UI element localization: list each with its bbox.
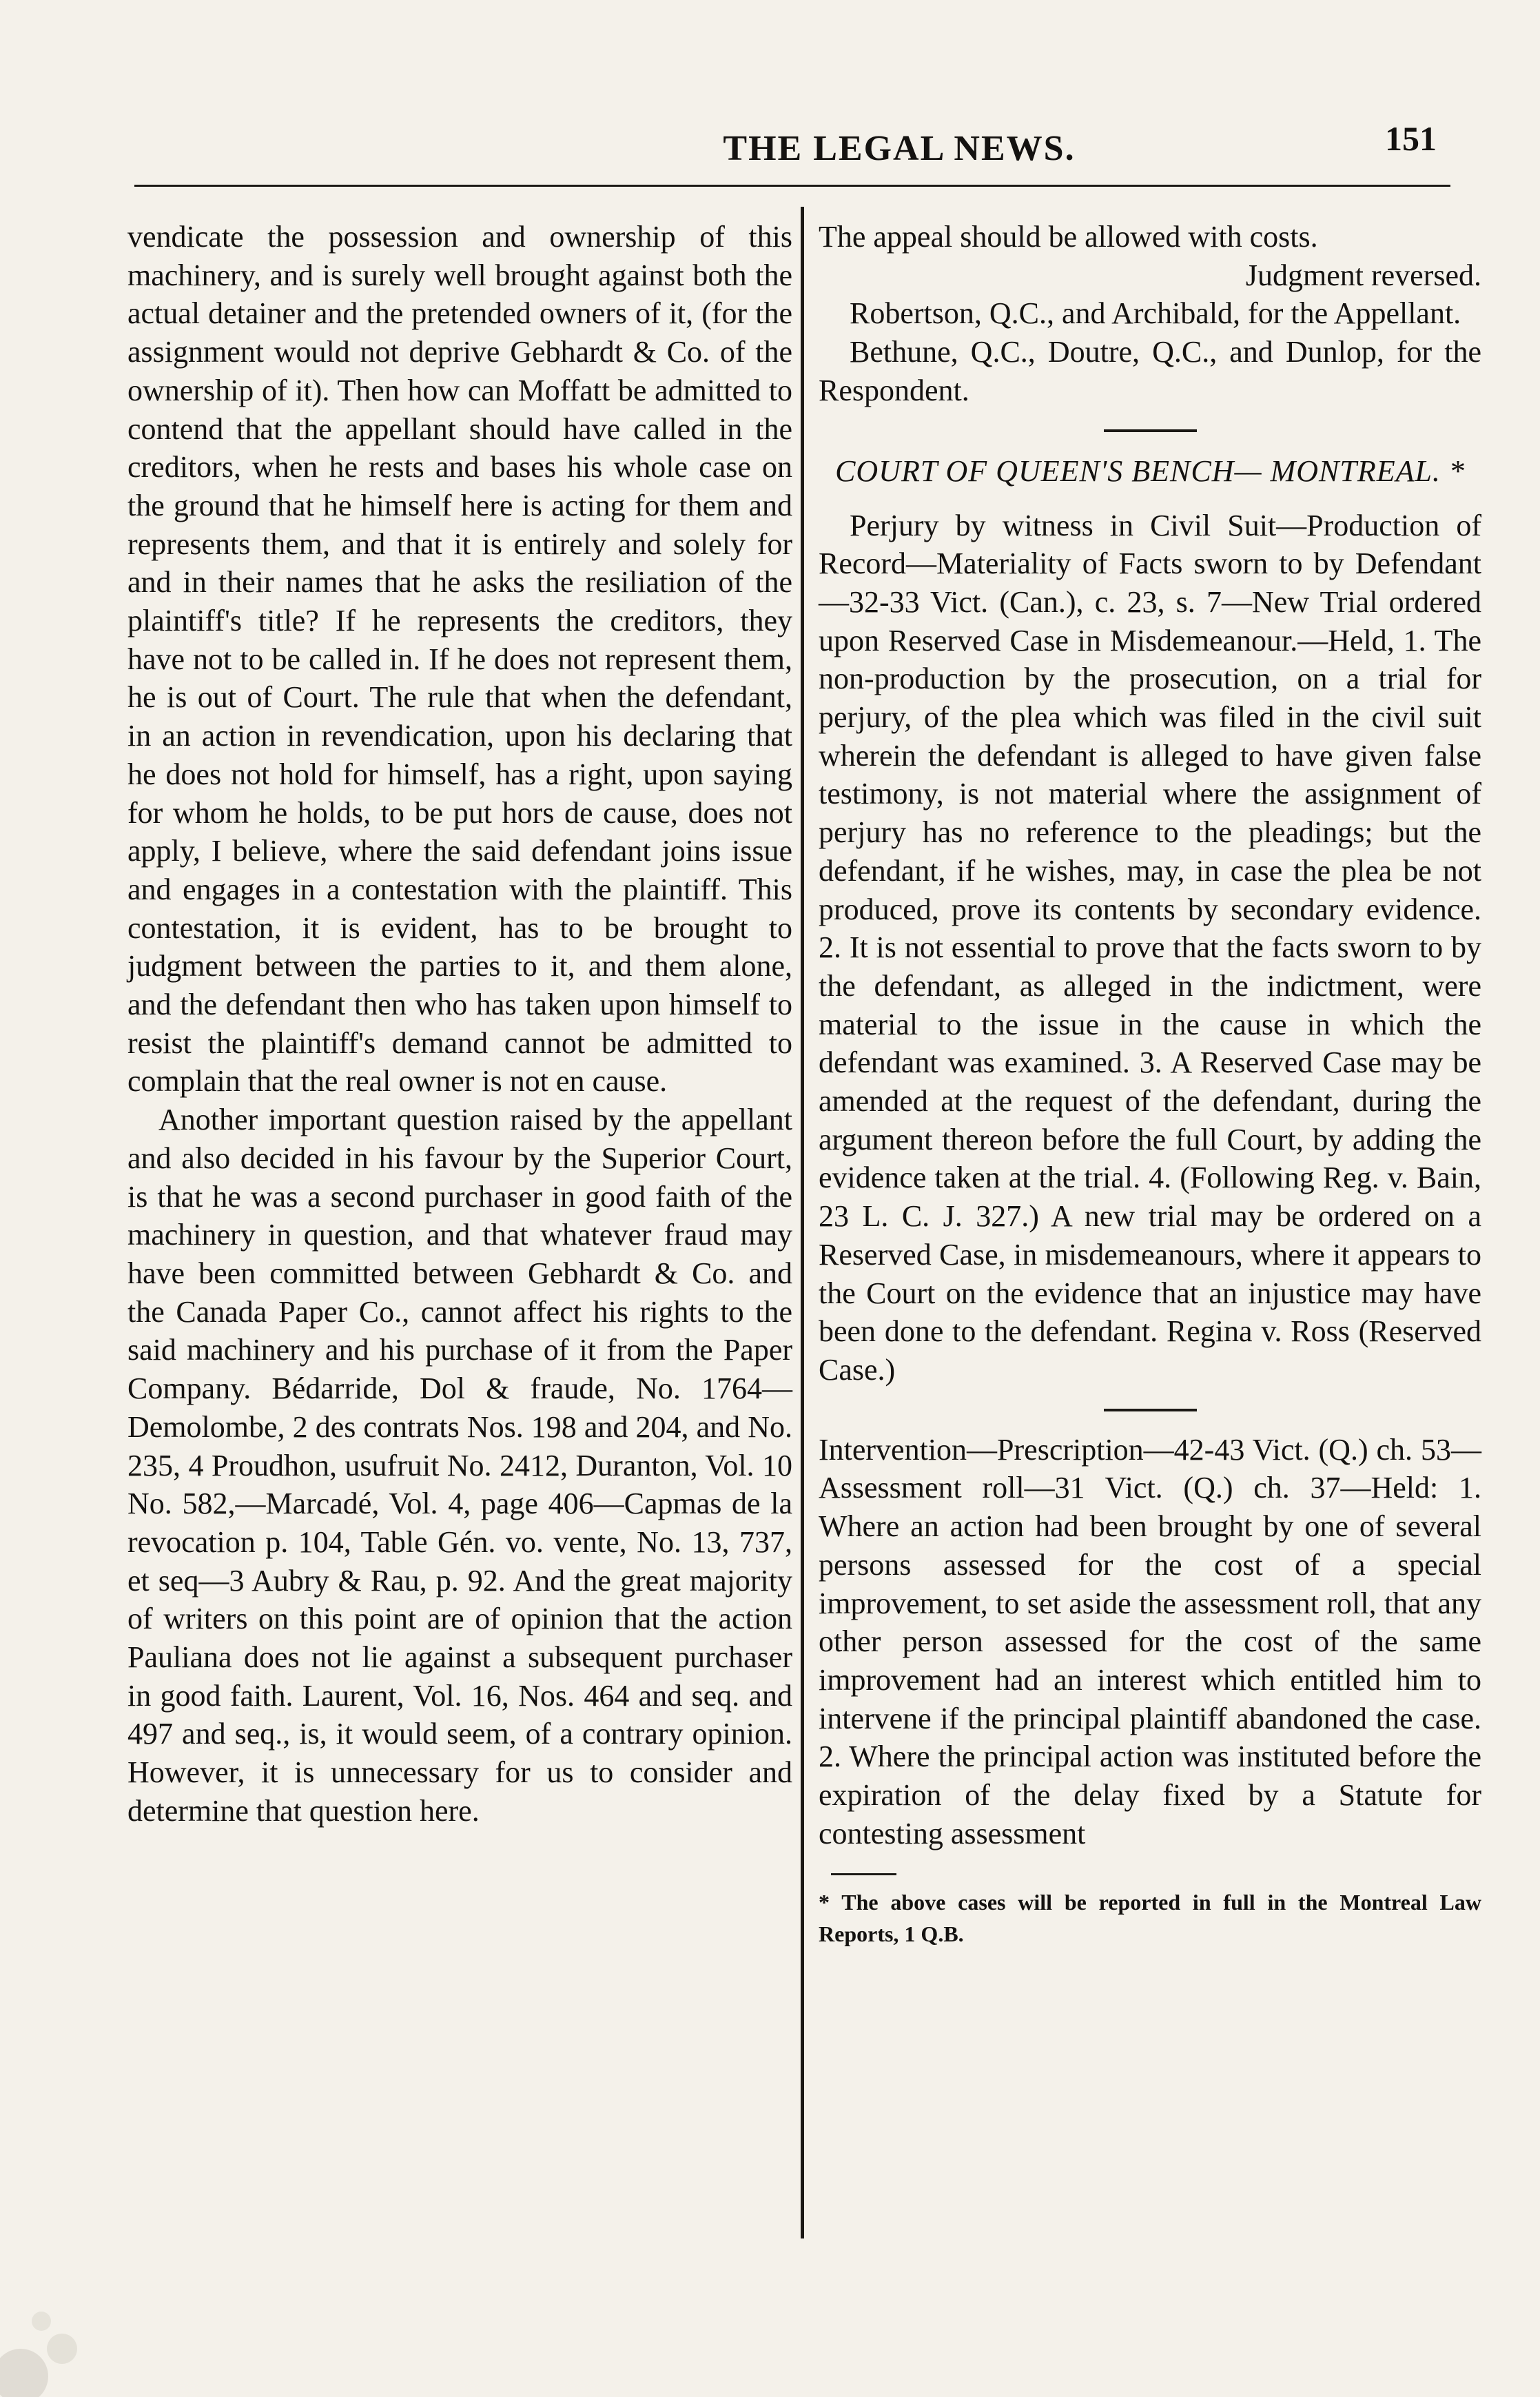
- section-rule: [1104, 429, 1197, 432]
- right-column: [819, 218, 1481, 1950]
- appeal-line: The appeal should be allowed with costs.: [819, 220, 1318, 254]
- counsel-appellant: Robertson, Q.C., and Archibald, for the Appellant.: [850, 296, 1461, 331]
- case-summary-intervention: Intervention—Prescription—42-43 Vict. (Q.) ch. 53—Assessment roll—31 Vict. (Q.) ch. 37—Held: 1. Where an action had been brought by one of several persons assessed for the cost of a special improvement, to set aside the assessment roll, that any other person assessed for the cost of the same improvement had an interest which entitled him to intervene if the principal plaintiff abandoned the case. 2. Where the principal action was instituted before the expiration of the delay fixed by a Statute for contesting assessment: [819, 1432, 1481, 1850]
- counsel-respondent: Bethune, Q.C., Doutre, Q.C., and Dunlop, for the Respondent.: [819, 335, 1481, 407]
- case-rule: [1104, 1409, 1197, 1411]
- left-paragraph-1: vendicate the possession and ownership of this machinery, and is surely well brought against both the actual detainer and the pretended owners of it, (for the assignment would not deprive Gebhardt & Co. of the ownership of it). Then how can Moffatt be admitted to contend that the appellant should have called in the creditors, when he rests and bases his whole case on the ground that he himself here is acting for them and represents them, and that it is entirely and solely for and in their names that he asks the resiliation of the plaintiff's title? If he represents the creditors, they have not to be called in. If he does not represent them, he is out of Court. The rule that when the defendant, in an action in revendication, upon his declaring that he does not hold for himself, has a right, upon saying for whom he holds, to be put hors de cause, does not apply, I believe, where the said defendant joins issue and engages in a contestation with the plaintiff. This contestation, it is evident, has to be brought to judgment between the parties to it, and them alone, and the defendant then who has taken upon himself to resist the plaintiff's demand cannot be admitted to complain that the real owner is not en cause.: [127, 220, 792, 1099]
- footnote: * The above cases will be reported in full in the Montreal Law Reports, 1 Q.B.: [819, 1890, 1481, 1947]
- running-title: THE LEGAL NEWS.: [723, 129, 1076, 168]
- page-number: 151: [1385, 119, 1437, 158]
- case-summary-perjury: Perjury by witness in Civil Suit—Production of Record—Materiality of Facts sworn to by Defendant—32-33 Vict. (Can.), c. 23, s. 7—New Trial ordered upon Reserved Case in Misdemeanour.—Held, 1. The non-production by the prosecution, on a trial for perjury, of the plea which was filed in the civil suit wherein the defendant is alleged to have given false testimony, is not material where the assignment of perjury has no reference to the pleadings; but the defendant, if he wishes, may, in case the plea be not produced, prove its contents by secondary evidence. 2. It is not essential to prove that the facts sworn to by the defendant, as alleged in the indictment, were material to the issue in the cause in which the defendant was examined. 3. A Reserved Case may be amended at the request of the defendant, during the argument thereon before the full Court, by adding the evidence taken at the trial. 4. (Following Reg. v. Bain, 23 L. C. J. 327.) A new trial may be ordered on a Reserved Case, in misdemeanours, where it appears to the Court on the evidence that an injustice may have been done to the defendant. Regina v. Ross (Reserved Case.): [819, 508, 1481, 1387]
- judgment-line: Judgment reversed.: [1245, 258, 1481, 292]
- left-paragraph-2: Another important question raised by the appellant and also decided in his favour by the Superior Court, is that he was a second purchaser in good faith of the machinery in question, and that whatever fraud may have been committed between Gebhardt & Co. and the Canada Paper Co., cannot affect his rights to the said machinery and his purchase of it from the Paper Company. Bédarride, Dol & fraude, No. 1764—Demolombe, 2 des contrats Nos. 198 and 204, and No. 235, 4 Proudhon, usufruit No. 2412, Duranton, Vol. 10 No. 582,—Marcadé, Vol. 4, page 406—Capmas de la revocation p. 104, Table Gén. vo. vente, No. 13, 737, et seq—3 Aubry & Rau, p. 92. And the great majority of writers on this point are of opinion that the action Pauliana does not lie against a subsequent purchaser in good faith. Laurent, Vol. 16, Nos. 464 and seq. and 497 and seq., is, it would seem, of a contrary opinion. However, it is unnecessary for us to consider and determine that question here.: [127, 1103, 792, 1828]
- court-heading: COURT OF QUEEN'S BENCH— MONTREAL. *: [835, 453, 1465, 488]
- footnote-rule: [831, 1873, 896, 1875]
- column-divider: [801, 207, 804, 2238]
- header-rule: [134, 185, 1450, 187]
- page-corner-smudge: [0, 2052, 289, 2397]
- left-column: [127, 218, 792, 1830]
- page-header: [134, 103, 1450, 172]
